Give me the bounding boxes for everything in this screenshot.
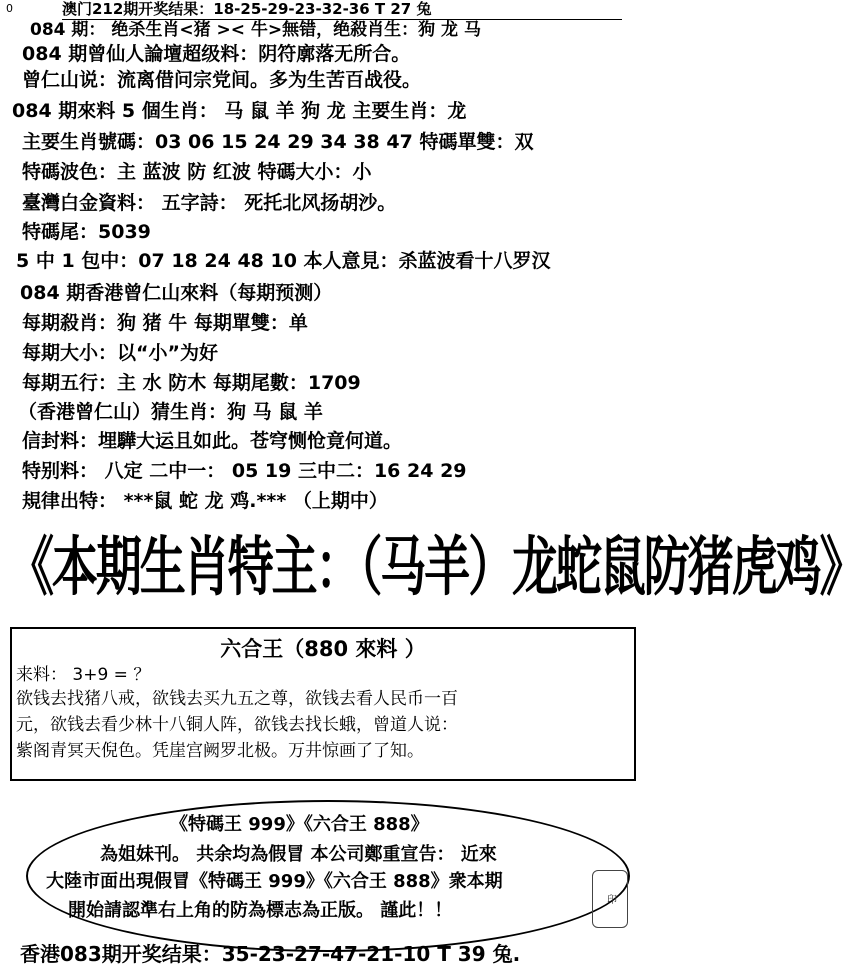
box-line-riddle-3: 紫阁青冥天倪色。凭崖宫阙罗北极。万井惊画了了知。 (16, 741, 424, 761)
corner-mark: 0 (6, 2, 13, 15)
line-size: 每期大小：以“小”为好 (22, 342, 218, 364)
line-guess-zodiac: （香港曾仁山）猜生肖：狗 马 鼠 羊 (18, 401, 323, 423)
line-five-elements: 每期五行：主 水 防木 每期尾數：1709 (22, 372, 361, 394)
line-envelope: 信封料：埋驊大运且如此。苍穹恻怆竟何道。 (22, 430, 403, 452)
notice-line-3: 大陸市面出現假冒《特碼王 999》《六合王 888》衆本期 (46, 871, 503, 892)
box-line-material: 来料： 3+9 = ？ (16, 665, 151, 685)
line-five-in-one: 5 中 1 包中：07 18 24 48 10 本人意見：杀蓝波看十八罗汉 (16, 250, 551, 272)
line-each-kill: 每期殺肖：狗 猪 牛 每期單雙：单 (22, 312, 308, 334)
footer-result: 香港083期开奖结果：35-23-27-47-21-10 T 39 兔. (20, 942, 521, 966)
line-taiwan-poem: 臺灣白金資料： 五字詩： 死托北风扬胡沙。 (22, 192, 397, 214)
line-tail: 特碼尾：5039 (22, 221, 151, 243)
anti-counterfeit-stamp: 印 (592, 870, 628, 928)
box-line-riddle-2: 元，欲钱去看少林十八铜人阵，欲钱去找长蛾，曾道人说： (16, 715, 458, 735)
notice-line-1: 《特碼王 999》《六合王 888》 (170, 814, 429, 835)
box-title: 六合王（880 來料 ） (220, 637, 426, 661)
top-result-header: 澳门212期开奖结果：18-25-29-23-32-36 T 27 兔 (62, 0, 622, 20)
line-wave-color: 特碼波色：主 蓝波 防 红波 特碼大小：小 (22, 161, 372, 183)
notice-line-2: 為姐妹刊。 共余均為假冒 本公司鄭重宣告： 近來 (100, 844, 497, 865)
line-pattern: 規律出特： ***鼠 蛇 龙 鸡.*** （上期中） (22, 490, 388, 512)
line-five-zodiacs: 084 期來料 5 個生肖： 马 鼠 羊 狗 龙 主要生肖：龙 (12, 100, 467, 122)
line-special: 特别料： 八定 二中一： 05 19 三中二：16 24 29 (22, 460, 467, 482)
line-forum-material: 084 期曾仙人論壇超级料：阴符廓落无所合。 (22, 43, 411, 65)
notice-line-4: 開始請認準右上角的防為標志為正版。 謹此！！ (68, 900, 453, 921)
box-line-riddle-1: 欲钱去找猪八戒，欲钱去买九五之尊，欲钱去看人民币一百 (16, 689, 458, 709)
zodiac-banner: 《本期生肖特主：（马羊）龙蛇鼠防猪虎鸡》 (8, 530, 863, 605)
line-zeng-renshan: 曾仁山说：流离借问宗党间。多为生苦百战役。 (22, 69, 422, 91)
line-hk-material: 084 期香港曾仁山來料（每期预测） (20, 282, 333, 304)
liuhe-box (10, 627, 636, 781)
line-kill-zodiac: 084 期： 绝杀生肖<猪 >< 牛>無错，绝殺肖生：狗 龙 马 (30, 20, 481, 40)
line-main-numbers: 主要生肖號碼：03 06 15 24 29 34 38 47 特碼單雙：双 (22, 131, 534, 153)
